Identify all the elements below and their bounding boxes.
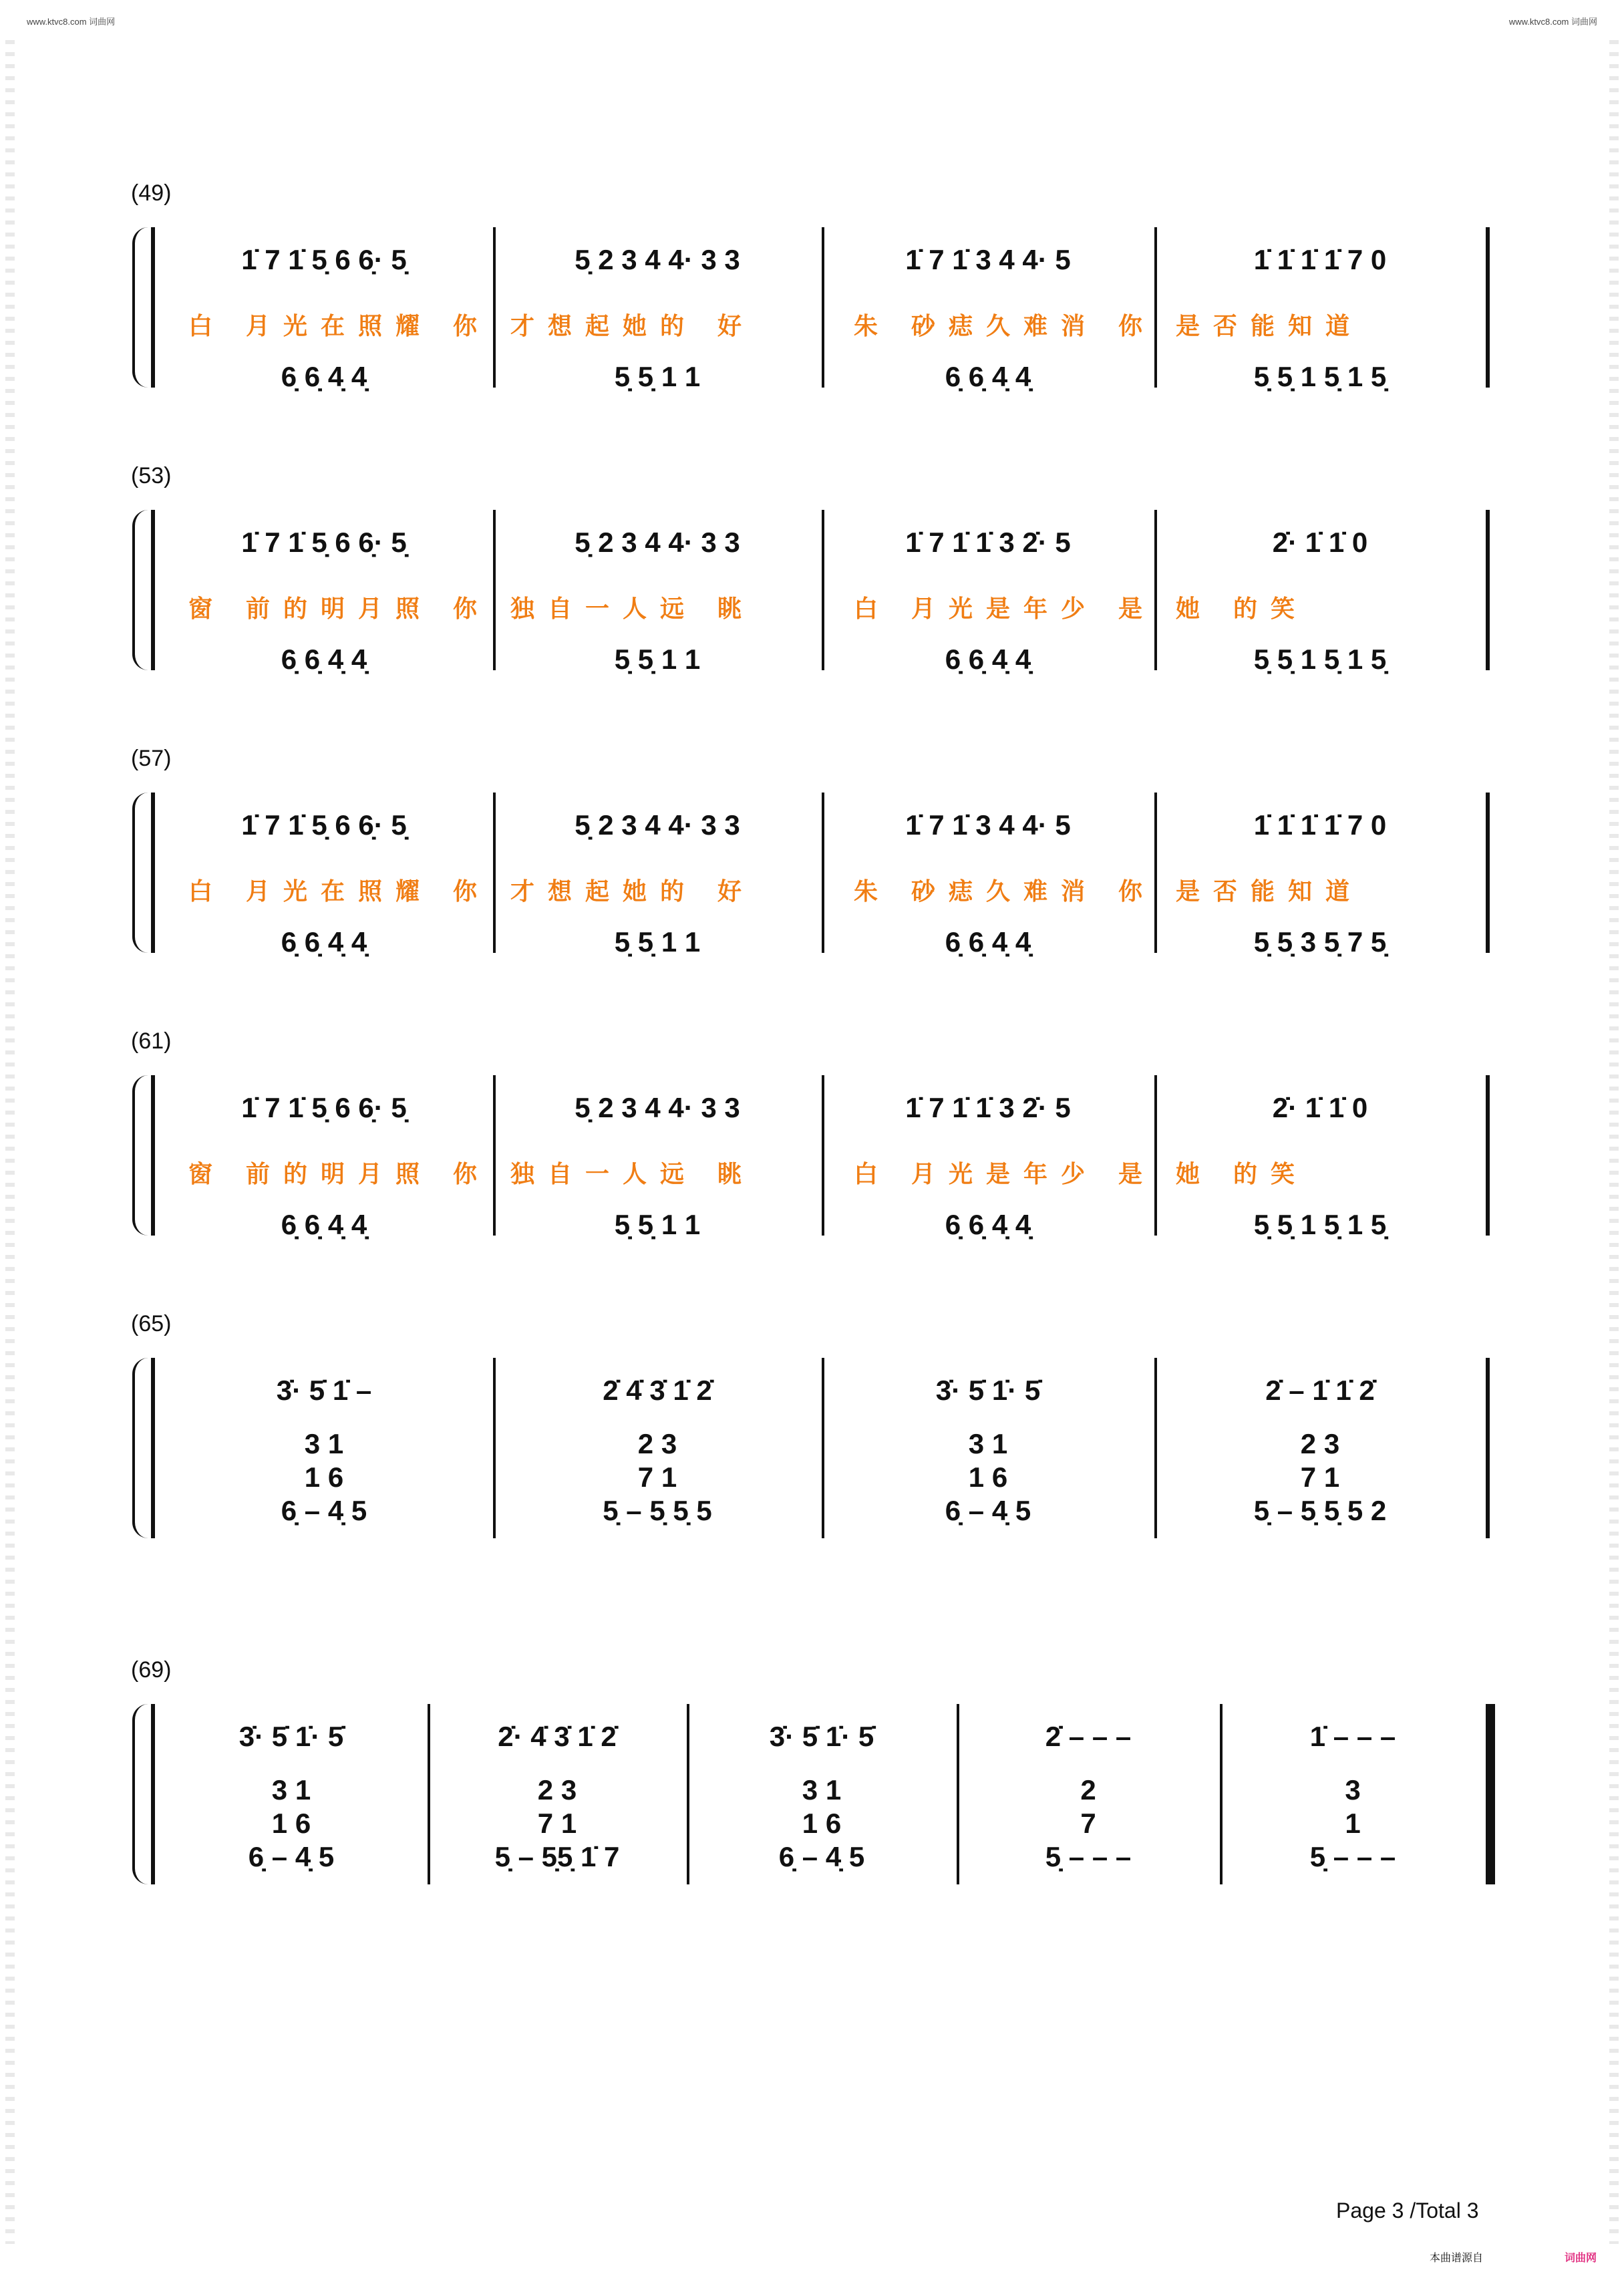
- chord-upper: 3: [1345, 1774, 1361, 1806]
- chord-middle: 7 1: [637, 1461, 677, 1493]
- system-start-bar: [151, 1704, 155, 1884]
- barline: [957, 1704, 959, 1884]
- final-barline: [1486, 1358, 1490, 1538]
- lyric-line: 白 月光是年少 是 她 的笑: [854, 1160, 1309, 1187]
- header-left-text: www.ktvc8.com 词曲网: [27, 17, 116, 27]
- chord-upper: 3 1: [271, 1774, 311, 1806]
- score-system: [0, 1311, 1624, 1532]
- bass-measure: 5̣ – 5̣5̣ 1̇ 7: [494, 1841, 620, 1872]
- melody-measure: 1̇ 1̇ 1̇ 1̇ 7 0: [1253, 244, 1387, 275]
- bass-measure: 6̣ 6̣ 4̣ 4̣: [945, 1209, 1031, 1240]
- barline: [822, 793, 824, 953]
- bass-measure: 5̣ 5̣ 3 5̣ 7 5̣: [1253, 926, 1387, 958]
- system-brace: [132, 1075, 148, 1236]
- source-brand: 词曲网: [1565, 2253, 1597, 2264]
- melody-measure: 1̇ 7 1̇ 5̣ 6 6̣· 5̣: [241, 809, 407, 841]
- melody-measure: 2̇· 4̇ 3̇ 1̇ 2̇: [498, 1721, 617, 1752]
- final-barline: [1486, 510, 1490, 670]
- lyric-line: 白 月光是年少 是 她 的笑: [854, 595, 1309, 622]
- bass-measure: 6̣ – 4̣ 5: [248, 1841, 335, 1872]
- lyric-line: 白 月光在照耀 你 才想起她的 好: [188, 312, 756, 339]
- bass-measure: 6̣ 6̣ 4̣ 4̣: [281, 361, 367, 392]
- system-brace: [132, 227, 148, 388]
- chord-upper: 2: [1080, 1774, 1096, 1806]
- bass-measure: 6̣ – 4̣ 5: [945, 1495, 1031, 1526]
- lyric-line: 白 月光在照耀 你 才想起她的 好: [188, 877, 756, 905]
- melody-measure: 1̇ 7 1̇ 1̇ 3 2̇· 5: [905, 527, 1071, 558]
- chord-middle: 1: [1345, 1808, 1361, 1839]
- barline: [822, 1075, 824, 1236]
- measure-number: (49): [131, 180, 172, 206]
- chord-upper: 2 3: [637, 1428, 677, 1459]
- barline: [822, 510, 824, 670]
- measure-number: (65): [131, 1311, 172, 1336]
- barline: [1154, 1358, 1157, 1538]
- barline: [1220, 1704, 1223, 1884]
- melody-measure: 3̇· 5̇ 1̇ –: [276, 1375, 372, 1406]
- chord-upper: 2 3: [537, 1774, 577, 1806]
- system-brace: [132, 793, 148, 953]
- score-system: [0, 180, 1624, 392]
- bass-measure: 5̣ 5̣ 1 1: [614, 361, 701, 392]
- final-barline: [1486, 793, 1490, 953]
- chord-middle: 1 6: [304, 1461, 344, 1493]
- melody-measure: 1̇ 1̇ 1̇ 1̇ 7 0: [1253, 809, 1387, 841]
- melody-measure: 3̇· 5̇ 1̇· 5̇: [935, 1375, 1041, 1406]
- score-system: [0, 1028, 1624, 1240]
- chord-middle: 1 6: [802, 1808, 842, 1839]
- bass-measure: 6̣ 6̣ 4̣ 4̣: [945, 644, 1031, 675]
- page-indicator: Page 3 /Total 3: [1336, 2198, 1479, 2223]
- chord-middle: 7 1: [537, 1808, 577, 1839]
- melody-measure: 1̇ 7 1̇ 5̣ 6 6̣· 5̣: [241, 527, 407, 558]
- melody-measure: 2̇ – – –: [1045, 1721, 1132, 1752]
- melody-measure: 2̇ – 1̇ 1̇ 2̇: [1265, 1375, 1375, 1406]
- measure-number: (57): [131, 746, 172, 771]
- source-credit: 本曲谱源自: [1430, 2253, 1484, 2264]
- bass-measure: 6̣ – 4̣ 5: [778, 1841, 865, 1872]
- bass-measure: 6̣ 6̣ 4̣ 4̣: [281, 1209, 367, 1240]
- bass-measure: 5̣ 5̣ 1 5̣ 1 5̣: [1253, 644, 1387, 675]
- final-barline: [1486, 1075, 1490, 1236]
- melody-measure: 5̣ 2 3 4 4· 3 3: [575, 244, 740, 275]
- barline: [822, 1358, 824, 1538]
- melody-measure: 1̇ 7 1̇ 5̣ 6 6̣· 5̣: [241, 244, 407, 275]
- lyric-line: 朱 砂痣久难消 你 是否能知道: [854, 312, 1363, 339]
- bass-measure: 5̣ – 5̣ 5̣ 5 2: [1253, 1495, 1387, 1526]
- chord-middle: 7 1: [1300, 1461, 1340, 1493]
- lyric-line: 窗 前的明月照 你 独自一人远 眺: [188, 1160, 756, 1187]
- measure-number: (61): [131, 1028, 172, 1054]
- header-right-text: www.ktvc8.com 词曲网: [1508, 17, 1597, 27]
- bass-measure: 6̣ 6̣ 4̣ 4̣: [945, 361, 1031, 392]
- bass-measure: 6̣ 6̣ 4̣ 4̣: [281, 926, 367, 958]
- melody-measure: 3̇· 5̇ 1̇· 5̇: [769, 1721, 874, 1752]
- bass-measure: 5̣ 5̣ 1 1: [614, 644, 701, 675]
- bass-measure: 6̣ 6̣ 4̣ 4̣: [281, 644, 367, 675]
- bass-measure: 6̣ 6̣ 4̣ 4̣: [945, 926, 1031, 958]
- bass-measure: 5̣ – – –: [1045, 1841, 1132, 1872]
- barline: [822, 227, 824, 388]
- melody-measure: 2̇· 1̇ 1̇ 0: [1272, 527, 1368, 558]
- score-system: [0, 1657, 1624, 1878]
- system-start-bar: [151, 510, 155, 670]
- chord-middle: 1 6: [968, 1461, 1008, 1493]
- measure-number: (53): [131, 463, 172, 488]
- system-start-bar: [151, 227, 155, 388]
- barline: [493, 1358, 496, 1538]
- melody-measure: 5̣ 2 3 4 4· 3 3: [575, 1092, 740, 1123]
- melody-measure: 1̇ 7 1̇ 3 4 4· 5: [905, 809, 1071, 841]
- melody-measure: 5̣ 2 3 4 4· 3 3: [575, 809, 740, 841]
- lyric-line: 朱 砂痣久难消 你 是否能知道: [854, 877, 1363, 905]
- melody-measure: 1̇ 7 1̇ 1̇ 3 2̇· 5: [905, 1092, 1071, 1123]
- melody-measure: 2̇· 1̇ 1̇ 0: [1272, 1092, 1368, 1123]
- system-start-bar: [151, 1358, 155, 1538]
- bass-measure: 5̣ 5̣ 1 1: [614, 926, 701, 958]
- final-barline: [1486, 227, 1490, 388]
- chord-middle: 1 6: [271, 1808, 311, 1839]
- bass-measure: 5̣ 5̣ 1 5̣ 1 5̣: [1253, 1209, 1387, 1240]
- system-brace: [132, 510, 148, 670]
- melody-measure: 1̇ – – –: [1309, 1721, 1396, 1752]
- chord-upper: 3 1: [304, 1428, 344, 1459]
- system-brace: [132, 1704, 148, 1884]
- score-system: [0, 463, 1624, 675]
- final-barline: [1486, 1704, 1495, 1884]
- melody-measure: 5̣ 2 3 4 4· 3 3: [575, 527, 740, 558]
- bass-measure: 5̣ 5̣ 1 5̣ 1 5̣: [1253, 361, 1387, 392]
- system-start-bar: [151, 1075, 155, 1236]
- system-brace: [132, 1358, 148, 1538]
- chord-middle: 7: [1080, 1808, 1096, 1839]
- lyric-line: 窗 前的明月照 你 独自一人远 眺: [188, 595, 756, 622]
- chord-upper: 3 1: [802, 1774, 842, 1806]
- melody-measure: 3̇· 5̇ 1̇· 5̇: [238, 1721, 344, 1752]
- chord-upper: 2 3: [1300, 1428, 1340, 1459]
- melody-measure: 1̇ 7 1̇ 3 4 4· 5: [905, 244, 1071, 275]
- chord-upper: 3 1: [968, 1428, 1008, 1459]
- bass-measure: 5̣ 5̣ 1 1: [614, 1209, 701, 1240]
- barline: [428, 1704, 430, 1884]
- melody-measure: 1̇ 7 1̇ 5̣ 6 6̣· 5̣: [241, 1092, 407, 1123]
- barline: [687, 1704, 689, 1884]
- bass-measure: 6̣ – 4̣ 5: [281, 1495, 367, 1526]
- bass-measure: 5̣ – – –: [1309, 1841, 1396, 1872]
- measure-number: (69): [131, 1657, 172, 1683]
- system-start-bar: [151, 793, 155, 953]
- score-system: [0, 746, 1624, 958]
- melody-measure: 2̇ 4̇ 3̇ 1̇ 2̇: [603, 1375, 712, 1406]
- bass-measure: 5̣ – 5̣ 5̣ 5: [603, 1495, 712, 1526]
